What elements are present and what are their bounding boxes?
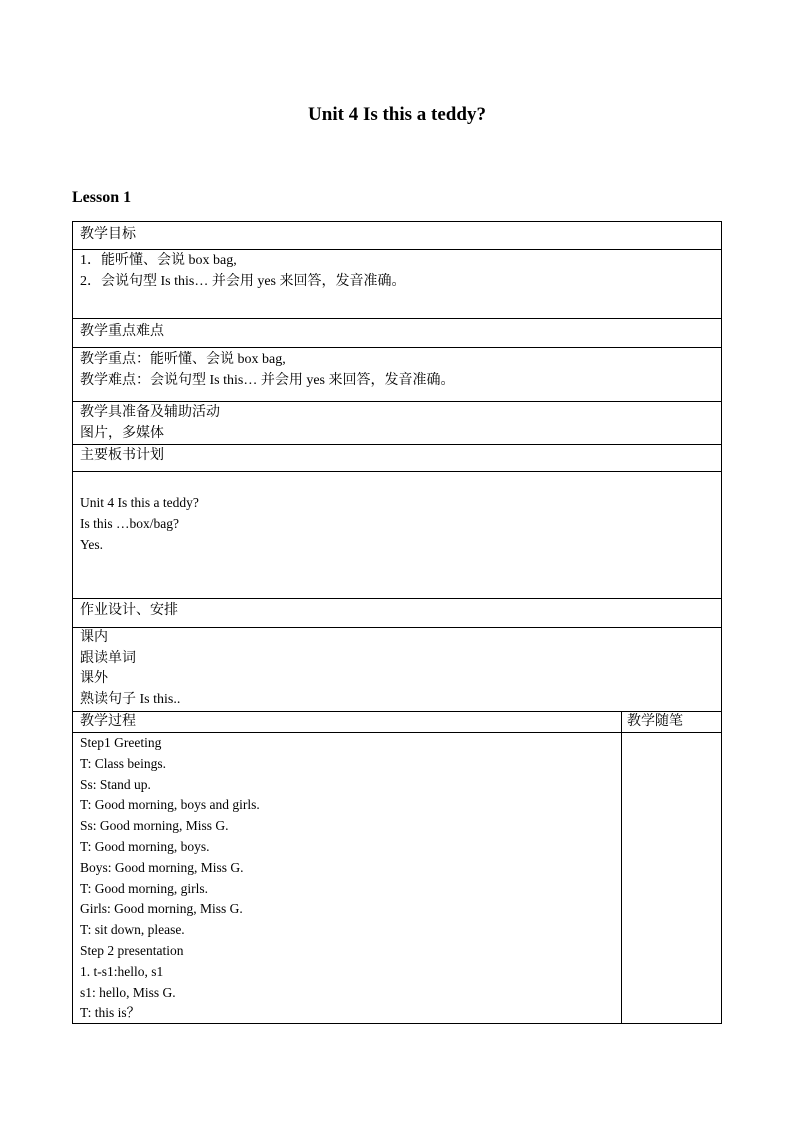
board-line: Unit 4 Is this a teddy? xyxy=(80,495,199,510)
objective-item: 1．能听懂、会说 box bag, xyxy=(80,253,237,268)
board-line: Yes. xyxy=(80,536,104,552)
homework-item: 跟读单词 xyxy=(80,650,136,666)
process-header: 教学过程 xyxy=(80,714,136,729)
process-line: T: Good morning, boys. xyxy=(80,838,210,854)
lesson-heading: Lesson 1 xyxy=(72,189,132,206)
homework-cell xyxy=(73,627,721,711)
objectives-cell xyxy=(73,249,721,318)
notes-header-cell xyxy=(621,711,721,732)
homework-item: 课外 xyxy=(80,671,108,686)
keypoint-item: 教学难点：会说句型 Is this… 并会用 yes 来回答，发音准确。 xyxy=(80,373,455,388)
process-header-cell xyxy=(73,711,621,732)
process-line: 1. t-s1:hello, s1 xyxy=(80,963,164,979)
lesson-plan-table xyxy=(72,221,722,1024)
homework-header-cell xyxy=(73,598,721,627)
process-line: Boys: Good morning, Miss G. xyxy=(80,859,244,875)
objectives-header: 教学目标 xyxy=(80,227,136,242)
prep-header: 教学具准备及辅助活动 xyxy=(80,405,220,420)
process-line: Step1 Greeting xyxy=(80,735,162,750)
prep-cell xyxy=(73,401,721,444)
process-line: Ss: Stand up. xyxy=(80,776,151,792)
process-line: T: Class beings. xyxy=(80,755,166,771)
process-line: Step 2 presentation xyxy=(80,942,184,958)
notes-cell xyxy=(621,733,721,1024)
keypoints-header-cell xyxy=(73,318,721,347)
prep-content: 图片，多媒体 xyxy=(80,426,164,441)
homework-item: 课内 xyxy=(80,630,108,645)
process-line: T: sit down, please. xyxy=(80,922,185,938)
process-line: Girls: Good morning, Miss G. xyxy=(80,901,243,917)
homework-item: 熟读句子 Is this.. xyxy=(80,691,181,707)
keypoint-item: 教学重点：能听懂、会说 box bag, xyxy=(80,352,286,367)
board-header-cell xyxy=(73,444,721,471)
board-header: 主要板书计划 xyxy=(80,448,164,463)
objective-item: 2．会说句型 Is this… 并会用 yes 来回答，发音准确。 xyxy=(80,274,406,289)
process-line: Ss: Good morning, Miss G. xyxy=(80,818,229,834)
process-line: s1: hello, Miss G. xyxy=(80,984,176,1000)
process-line: T: Good morning, girls. xyxy=(80,880,208,896)
objectives-header-cell xyxy=(73,222,721,249)
board-cell xyxy=(73,471,721,598)
document-title: Unit 4 Is this a teddy? xyxy=(308,104,486,125)
process-line: T: Good morning, boys and girls. xyxy=(80,797,260,813)
keypoints-header: 教学重点难点 xyxy=(80,324,164,339)
process-line: T: this is？ xyxy=(80,1005,141,1021)
process-cell xyxy=(73,733,621,1024)
keypoints-cell xyxy=(73,347,721,401)
notes-header: 教学随笔 xyxy=(627,714,683,729)
board-line: Is this …box/bag? xyxy=(80,515,179,531)
homework-header: 作业设计、安排 xyxy=(80,603,178,618)
